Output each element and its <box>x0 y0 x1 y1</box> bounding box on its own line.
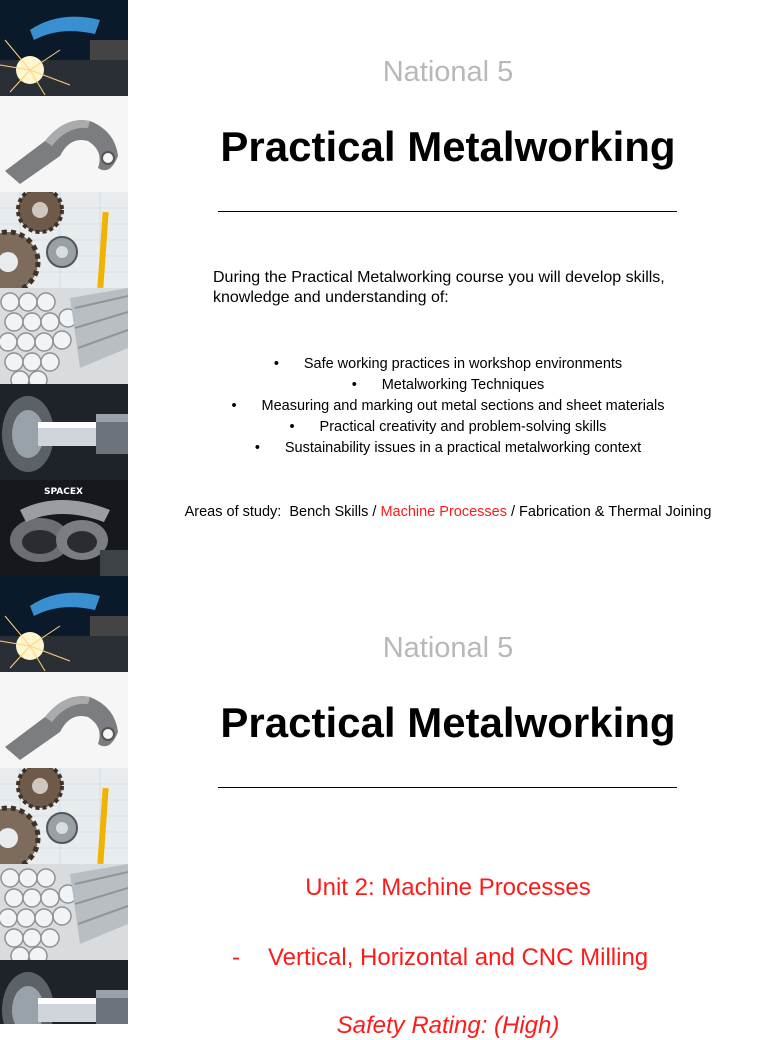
list-item <box>128 354 768 375</box>
list-item-text: Safe working practices in workshop environments <box>303 356 623 372</box>
areas-of-study <box>128 504 768 520</box>
lathe-chuck-image <box>0 960 128 1024</box>
metal-bracket-image <box>0 672 128 768</box>
unit-heading: Unit 2: Machine Processes <box>305 874 591 901</box>
areas-suffix: / Fabrication & Thermal Joining <box>506 504 712 520</box>
image-sidebar <box>0 0 128 1024</box>
list-item-text: Practical creativity and problem-solving skills <box>319 419 607 435</box>
bullet-glyph: • <box>254 440 260 456</box>
steel-bars-image <box>0 288 128 384</box>
welding-sparks-image <box>0 576 128 672</box>
slide-1 <box>128 0 768 576</box>
bullet-glyph: • <box>231 398 237 414</box>
list-item-text: Metalworking Techniques <box>381 377 545 393</box>
bullet-glyph: • <box>273 356 279 372</box>
metal-bracket-image <box>0 96 128 192</box>
level-label: National 5 <box>382 632 514 664</box>
list-item <box>128 438 768 459</box>
spacex-logo: SPACEX <box>44 487 83 497</box>
page-title: Practical Metalworking <box>220 699 676 746</box>
areas-prefix: Areas of study: Bench Skills / <box>184 504 381 520</box>
skills-list <box>128 354 768 459</box>
title-divider <box>218 211 677 212</box>
gears-bearing-image <box>0 192 128 288</box>
bullet-glyph: • <box>351 377 357 393</box>
dash-glyph: - <box>232 944 240 971</box>
steel-bars-image <box>0 864 128 960</box>
spacex-engine-image <box>0 480 128 576</box>
course-intro: During the Practical Metalworking course you will develop skills, knowledge and understanding of: <box>213 269 665 306</box>
page-title: Practical Metalworking <box>220 123 676 170</box>
areas-highlight: Machine Processes <box>380 504 507 520</box>
gears-bearing-image <box>0 768 128 864</box>
list-item-text: Measuring and marking out metal sections and sheet materials <box>261 398 665 414</box>
safety-rating: Safety Rating: (High) <box>336 1012 560 1039</box>
topic-text: Vertical, Horizontal and CNC Milling <box>268 944 649 971</box>
list-item <box>128 396 768 417</box>
welding-sparks-image <box>0 0 128 96</box>
level-label: National 5 <box>382 56 514 88</box>
list-item-text: Sustainability issues in a practical metalworking context <box>284 440 642 456</box>
list-item <box>128 417 768 438</box>
title-divider <box>218 787 677 788</box>
bullet-glyph: • <box>289 419 295 435</box>
lathe-chuck-image <box>0 384 128 480</box>
topic-line <box>232 944 648 972</box>
list-item <box>128 375 768 396</box>
slide-2 <box>128 576 768 1039</box>
